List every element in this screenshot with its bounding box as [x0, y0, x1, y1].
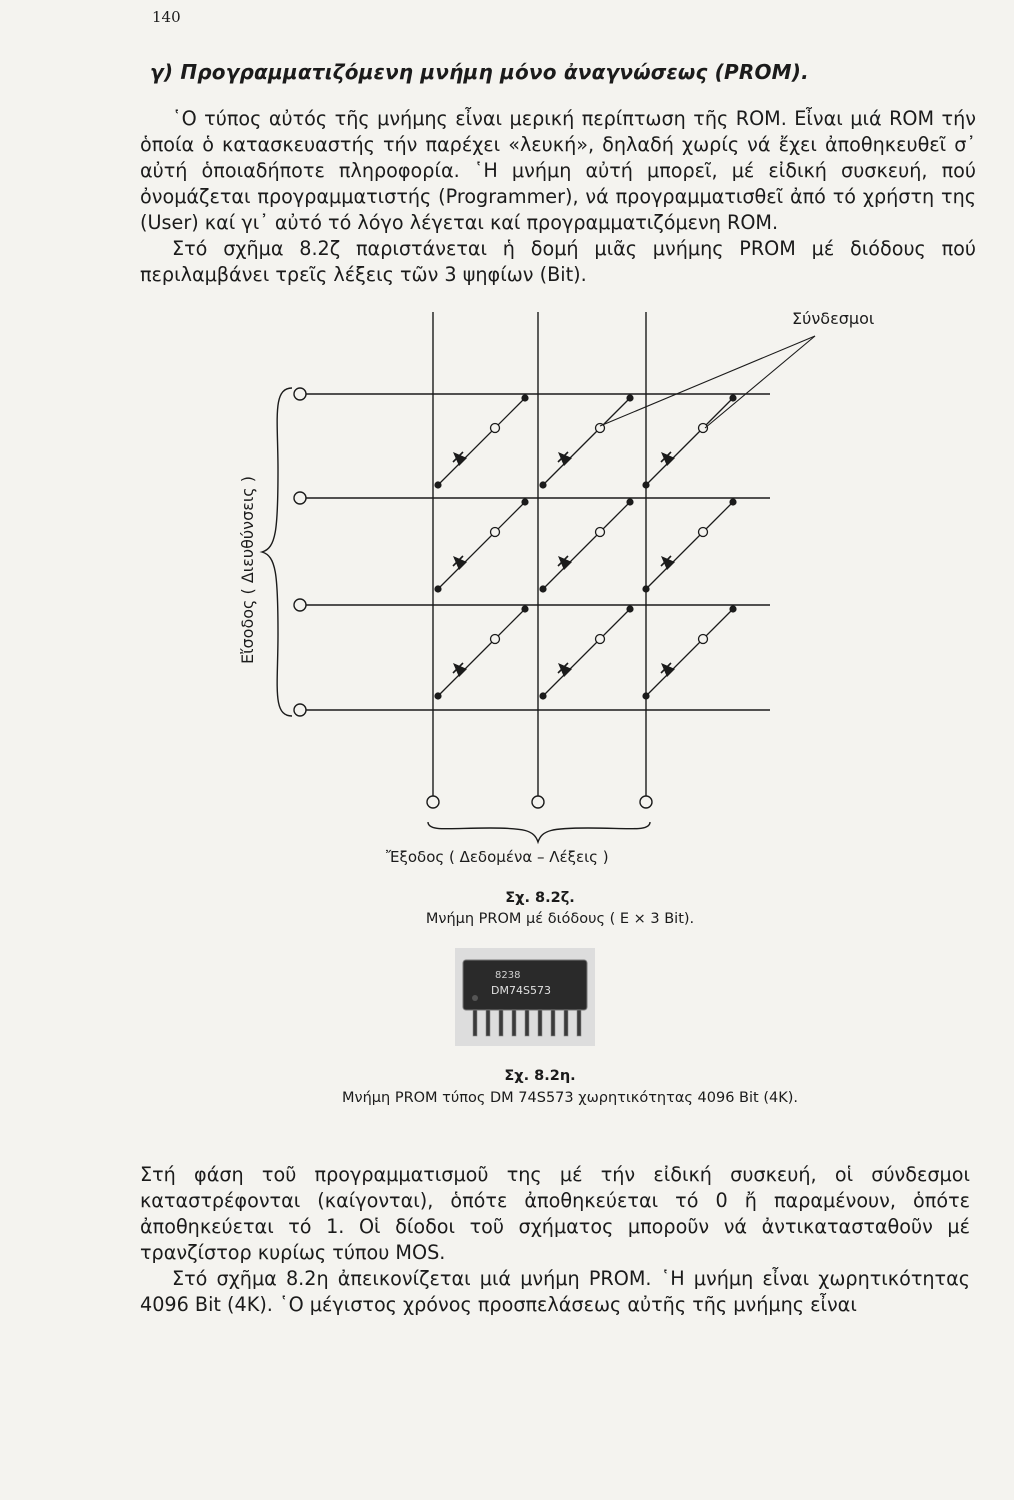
inputs-label: Εἴσοδος ( Διευθύνσεις ) [238, 475, 257, 664]
diode-cell [434, 605, 528, 699]
links-leader-lines [600, 336, 815, 428]
diode-cell [434, 498, 528, 592]
section-heading: γ) Προγραμματιζόμενη μνήμη μόνο ἀναγνώσεως (PROM). [150, 60, 809, 84]
chip-marking-2: DM74S573 [491, 984, 551, 997]
figure-8-2h-caption: Μνήμη PROM τύπος DM 74S573 χωρητικότητας 4096 Bit (4K). [342, 1090, 798, 1106]
intro-paragraph-2: Στό σχῆμα 8.2ζ παριστάνεται ἡ δομή μιᾶς μνήμης PROM μέ διόδους πού περιλαμβάνει τρεῖς λέξεις τῶν 3 ψηφίων (Bit). [140, 237, 976, 286]
prom-chip-photo [455, 948, 595, 1046]
intro-paragraph-1: ῾Ο τύπος αὐτός τῆς μνήμης εἶναι μερική περίπτωση τῆς ROM. Εἶναι μιά ROM τήν ὁποία ὁ κατασκευαστής τήν παρέχει «λευκή», δηλαδή χωρίς νά ἔχει ἀποθηκευθεῖ σ᾽ αὐτή ὁποιαδήποτε πληροφορία. ῾Η μνήμη αὐτή μπορεῖ, μέ εἰδική συσκευή, πού ὀνομάζεται προγραμματιστής (Programmer), νά προγραμματισθεῖ ἀπό τό χρήστη της (User) καί γι᾽ αὐτό τό λόγο λέγεται καί προγραμματιζόμενη ROM. [140, 107, 976, 234]
matrix-wires [306, 312, 770, 796]
diode-cell [539, 605, 633, 699]
links-label: Σύνδεσμοι [792, 309, 875, 328]
output-terminals [427, 796, 652, 808]
closing-text [140, 1162, 970, 1318]
diode-cell [539, 394, 633, 488]
page-number: 140 [152, 8, 181, 26]
figure-8-2z-caption: Μνήμη PROM μέ διόδους ( E × 3 Bit). [425, 911, 695, 927]
chip-marking-1: 8238 [495, 970, 521, 981]
diode-cell [642, 394, 736, 488]
diode-cell [642, 605, 736, 699]
closing-paragraph-2: Στό σχῆμα 8.2η ἀπεικονίζεται μιά μνήμη PROM. ῾Η μνήμη εἶναι χωρητικότητας 4096 Bit (4K). ῾Ο μέγιστος χρόνος προσπελάσεως αὐτῆς τῆς μνήμης εἶναι [140, 1267, 970, 1316]
input-brace [262, 388, 292, 716]
diode-cells [434, 394, 736, 699]
figure-8-2z-number: Σχ. 8.2ζ. [505, 890, 575, 906]
outputs-label: Ἔξοδος ( Δεδομένα – Λέξεις ) [386, 848, 609, 866]
diode-cell [642, 498, 736, 592]
closing-paragraph-1: Στή φάση τοῦ προγραμματισμοῦ της μέ τήν εἰδική συσκευή, οἱ σύνδεσμοι καταστρέφονται (καίγονται), ὁπότε ἀποθηκεύεται τό 0 ἤ παραμένουν, ὁπότε ἀποθηκεύεται τό 1. Οἱ δίοδοι τοῦ σχήματος μποροῦν νά ἀντικατασταθοῦν μέ τρανζίστορ κυρίως τύπου MOS. [140, 1163, 970, 1264]
figure-8-2h-number: Σχ. 8.2η. [504, 1068, 576, 1084]
diode-cell [434, 394, 528, 488]
input-terminals [294, 388, 306, 716]
output-brace [428, 822, 650, 842]
diode-cell [539, 498, 633, 592]
